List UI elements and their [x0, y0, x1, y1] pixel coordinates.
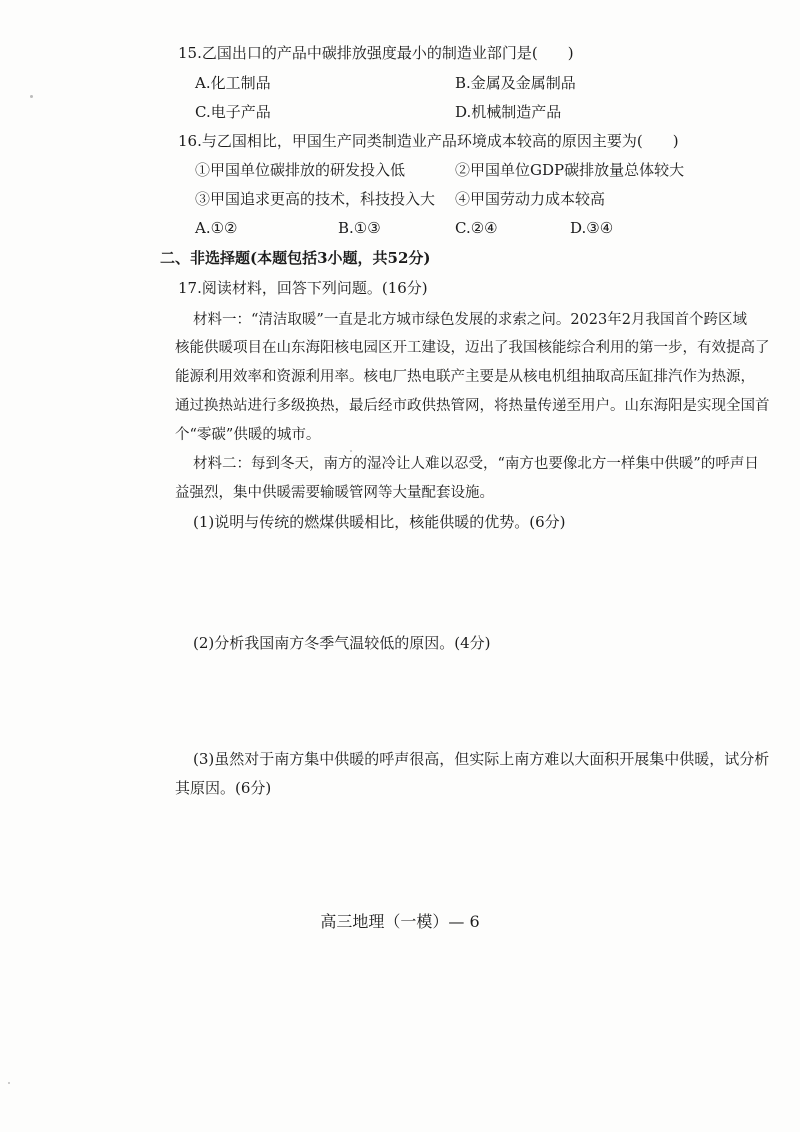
q17-sub3-line1: (3)虽然对于南方集中供暖的呼声很高，但实际上南方难以大面积开展集中供暖，试分析	[193, 750, 770, 768]
material2-line: 材料二：每到冬天，南方的湿冷让人难以忍受，“南方也要像北方一样集中供暖”的呼声日	[193, 456, 759, 472]
material1-line: 能源利用效率和资源利用率。核电厂热电联产主要是从核电机组抽取高压缸排汽作为热源，	[175, 369, 755, 385]
q16-option-b: B.①③	[338, 219, 381, 237]
material2-line: 益强烈，集中供暖需要输暖管网等大量配套设施。	[175, 485, 494, 501]
page-footer: 高三地理（一模）— 6	[320, 912, 480, 931]
q16-statement-1: ①甲国单位碳排放的研发投入低	[195, 161, 406, 179]
q16-stem: 16.与乙国相比，甲国生产同类制造业产品环境成本较高的原因主要为( )	[178, 132, 679, 150]
scan-speck	[30, 95, 33, 98]
material1-line: 个“零碳”供暖的城市。	[175, 427, 321, 443]
q16-option-d: D.③④	[570, 219, 614, 237]
q15-option-c: C.电子产品	[195, 103, 271, 121]
q17-stem: 17.阅读材料，回答下列问题。(16分)	[178, 279, 428, 297]
scan-speck	[8, 1082, 10, 1084]
q16-option-c: C.②④	[455, 219, 498, 237]
q15-option-b: B.金属及金属制品	[455, 74, 576, 92]
material1-line: 材料一：“清洁取暖”一直是北方城市绿色发展的求索之问。2023年2月我国首个跨区域	[193, 312, 747, 328]
q15-stem: 15.乙国出口的产品中碳排放强度最小的制造业部门是( )	[178, 44, 574, 62]
q16-statement-2: ②甲国单位GDP碳排放量总体较大	[455, 161, 685, 179]
q16-statement-3: ③甲国追求更高的技术，科技投入大	[195, 190, 436, 208]
section-heading: 二、非选择题(本题包括3小题，共52分)	[160, 249, 431, 267]
material1-line: 核能供暖项目在山东海阳核电园区开工建设，迈出了我国核能综合利用的第一步，有效提高了	[175, 340, 770, 356]
q16-statement-4: ④甲国劳动力成本较高	[455, 190, 606, 208]
q17-sub2: (2)分析我国南方冬季气温较低的原因。(4分)	[193, 634, 491, 652]
scan-speck	[350, 450, 352, 452]
material1-line: 通过换热站进行多级换热，最后经市政供热管网，将热量传递至用户。山东海阳是实现全国首	[175, 398, 770, 414]
q17-sub3-line2: 其原因。(6分)	[175, 779, 272, 797]
q17-sub1: (1)说明与传统的燃煤供暖相比，核能供暖的优势。(6分)	[193, 513, 566, 531]
q16-option-a: A.①②	[195, 219, 238, 237]
q15-option-d: D.机械制造产品	[455, 103, 562, 121]
q15-option-a: A.化工制品	[195, 74, 271, 92]
